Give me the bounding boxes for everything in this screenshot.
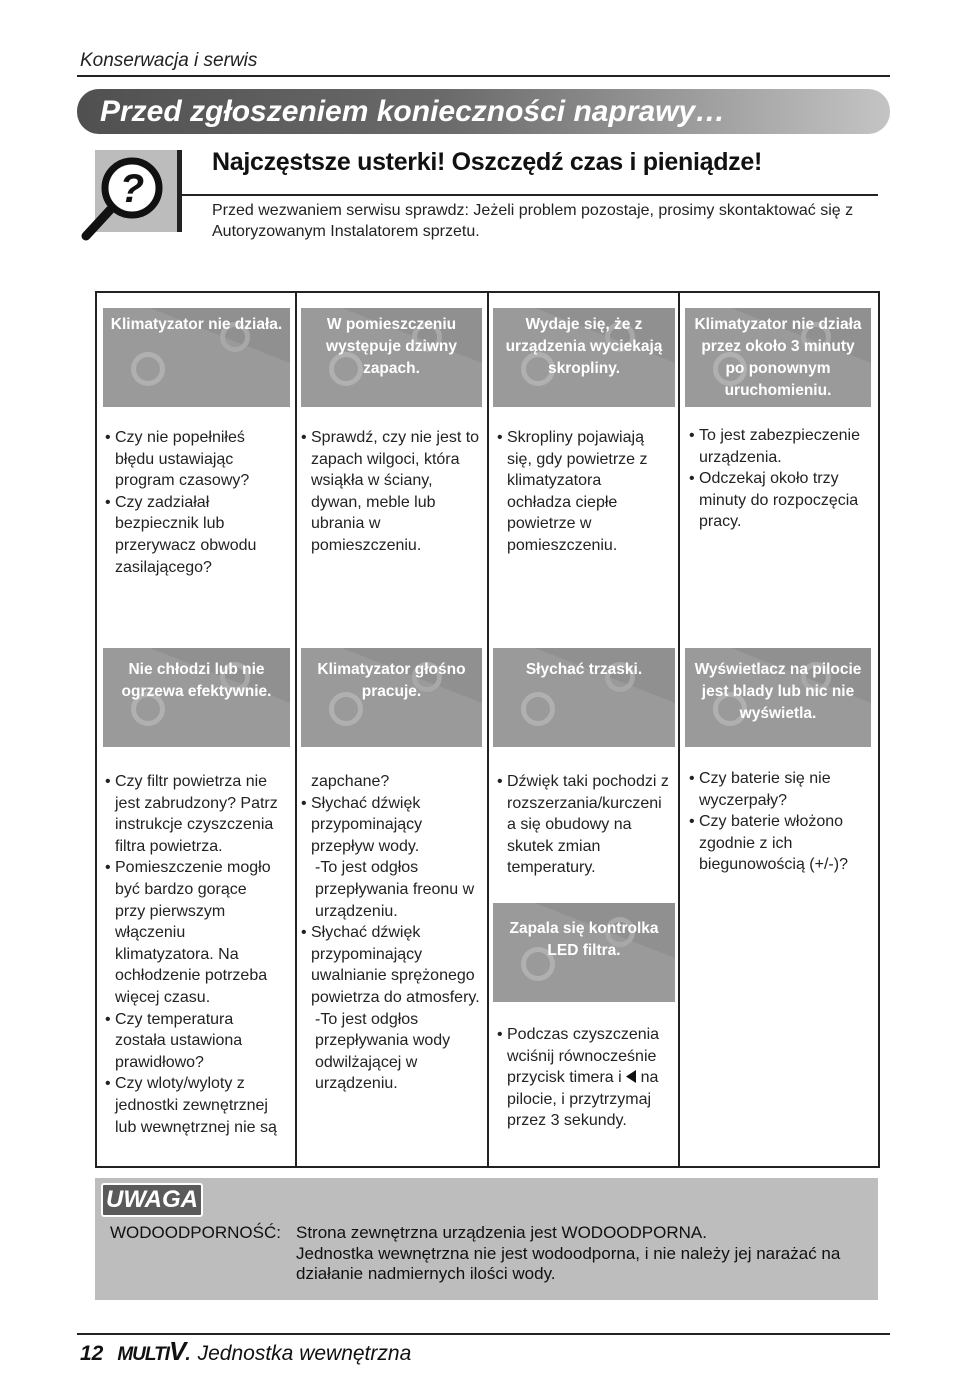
page-title: Przed zgłoszeniem konieczności naprawy… [100,95,726,128]
triangle-left-icon [626,1070,636,1083]
problem-tile [301,648,482,747]
problem-tile [493,648,675,747]
problem-tile [103,648,290,747]
problem-tile [493,308,675,407]
problem-title: Zapala się kontrolka LED filtra. [509,920,659,959]
list-item-continued: zapchane? [311,773,390,790]
list-item: • Dźwięk taki pochodzi z rozszerzania/kurczeni a się obudowy na skutek zmian temperatury. [497,771,669,879]
answer-list [497,427,669,557]
list-item: • Czy wloty/wyloty z jednostki zewnętrznej lub wewnętrznej nie są [105,1073,280,1138]
answer-list [689,425,871,533]
answer-list [497,771,669,879]
problem-title: Słychać trzaski. [525,661,643,678]
list-subitem: -To jest odgłos przepływania wody odwilżającej w urządzeniu. [315,1010,451,1093]
header-rule [77,75,890,77]
list-item: • Czy nie popełniłeś błędu ustawiając program czasowy? [105,427,285,492]
problem-title: Klimatyzator nie działa przez około 3 minuty po ponownym uruchomieniu. [694,316,862,399]
answer-list [301,771,481,1095]
list-item: • Czy baterie się nie wyczerpały? [689,768,869,811]
answer-list [689,768,869,876]
svg-text:?: ? [119,167,145,211]
list-item: • Czy temperatura została ustawiona prawidłowo? [105,1009,280,1074]
problem-tile [103,308,290,407]
brand-logo: MULTIV. [117,1336,190,1366]
page-number: 12 [80,1342,104,1365]
answer-list [105,771,280,1138]
answer-list [301,427,481,557]
problem-tile [685,308,871,407]
problem-title: Nie chłodzi lub nie ogrzewa efektywnie. [121,661,272,700]
footer-title: Jednostka wewnętrzna [197,1342,412,1365]
list-item-text: na pilocie, i przytrzymaj przez 3 sekundy. [507,1069,659,1130]
logo-text: MULTI [117,1344,169,1365]
footer [80,1336,411,1367]
problem-tile [301,308,482,407]
problem-title: Klimatyzator głośno pracuje. [317,661,466,700]
problem-tile [493,903,675,1002]
section-title: Konserwacja i serwis [80,50,258,71]
caution-line: Jednostka wewnętrzna nie jest wodoodporna, i nie należy jej narażać na działanie nadmiernych ilości wody. [296,1243,841,1283]
problem-title: W pomieszczeniu występuje dziwny zapach. [326,316,457,377]
problem-title: Klimatyzator nie działa. [110,316,283,333]
list-subitem: -To jest odgłos przepływania freonu w urządzeniu. [315,859,475,920]
problem-title: Wyświetlacz na pilocie jest blady lub nic nie wyświetla. [694,661,862,722]
list-item: • Słychać dźwięk przypominający przepływ wody. [301,793,481,858]
list-item: • Pomieszczenie mogło być bardzo gorące przy pierwszym włączeniu klimatyzatora. Na ochłodzenie potrzeba więcej czasu. [105,857,280,1008]
list-item: • Czy filtr powietrza nie jest zabrudzony? Patrz instrukcje czyszczenia filtra powietrza. [105,771,280,857]
answer-list [497,1024,671,1132]
list-item: • Sprawdź, czy nie jest to zapach wilgoci, która wsiąkła w ściany, dywan, meble lub ubrania w pomieszczeniu. [301,427,481,557]
footer-rule [77,1333,890,1335]
subtitle: Najczęstsze usterki! Oszczędź czas i pieniądze! [212,148,763,176]
problem-title: Wydaje się, że z urządzenia wyciekają skropliny. [505,316,663,377]
list-item: • Odczekaj około trzy minuty do rozpoczęcia pracy. [689,468,871,533]
subtitle-rule [182,194,878,196]
answer-list [105,427,285,578]
caution-badge: UWAGA [101,1183,203,1217]
list-item: • Skropliny pojawiają się, gdy powietrze z klimatyzatora ochładza ciepłe powietrze w pomieszczeniu. [497,427,669,557]
caution-line: Strona zewnętrzna urządzenia jest WODOODPORNA. [296,1223,707,1242]
grid-divider [678,291,680,1166]
list-item: • Czy zadziałał bezpiecznik lub przerywacz obwodu zasilającego? [105,492,285,578]
list-item: • To jest zabezpieczenie urządzenia. [689,425,871,468]
problem-tile [685,648,871,747]
caution-text [296,1223,866,1285]
grid-divider [487,291,489,1166]
intro-text: Przed wezwaniem serwisu sprawdz: Jeżeli problem pozostaje, prosimy skontaktować się z Autoryzowanym Instalatorem sprzetu. [212,202,854,240]
caution-label: WODOODPORNOŚĆ: [110,1223,281,1242]
list-item: • Słychać dźwięk przypominający uwalnianie sprężonego powietrza do atmosfery. [301,922,481,1008]
grid-divider [295,291,297,1166]
list-item: • Czy baterie włożono zgodnie z ich biegunowością (+/-)? [689,811,869,876]
logo-v: V [169,1336,186,1366]
list-item [497,1024,671,1132]
magnifier-question-icon [80,150,180,245]
list-item-text: Podczas czyszczenia wciśnij równocześnie przycisk timera i [507,1026,660,1087]
